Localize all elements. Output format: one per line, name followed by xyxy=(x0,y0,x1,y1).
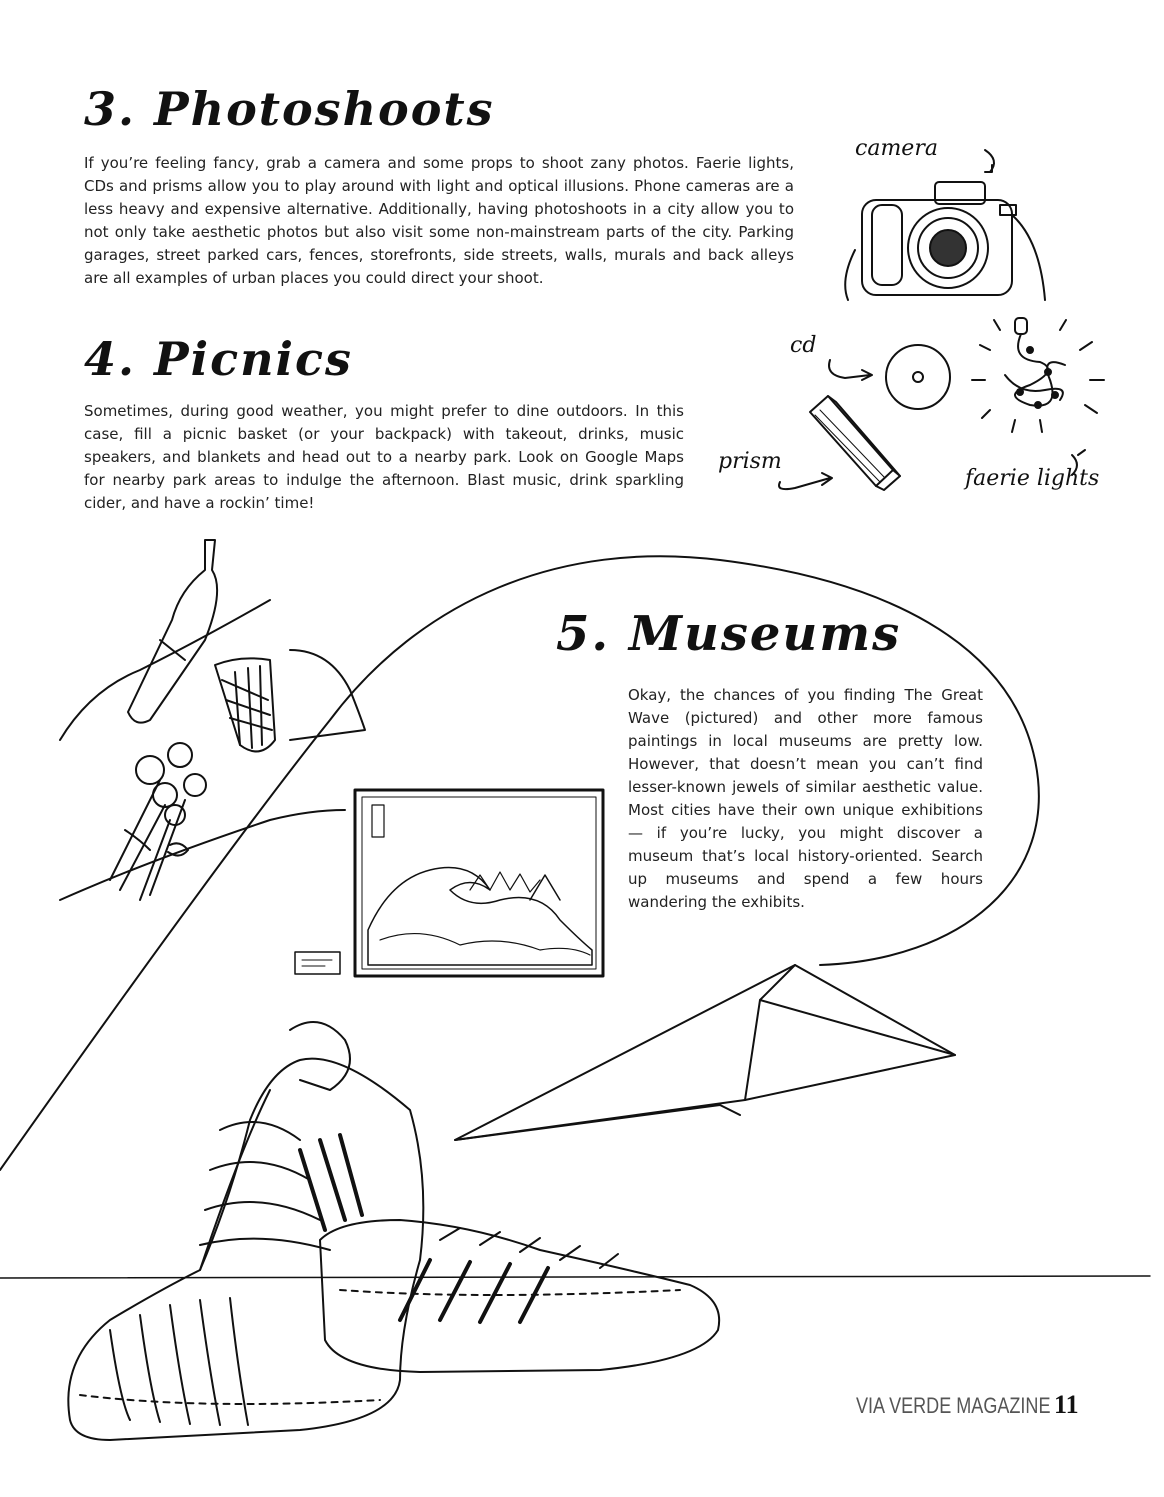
paper-airplane-drawing xyxy=(455,965,955,1140)
section-title-photoshoots: 3. Photoshoots xyxy=(84,82,495,136)
section-body-museums: Okay, the chances of you finding The Great Wave (pictured) and other more famous paintings in local museums are pretty low. However, that doesn’t mean you can’t find lesser-known jewels of similar aesthetic value. Most cities have their own unique exhibitions — if you’re lucky, you might discover a museum that’s local history-oriented. Search up museums and spend a few hours wandering the exhibits. xyxy=(628,686,983,911)
prism-label: prism xyxy=(718,449,782,474)
section-title-museums: 5. Museums xyxy=(556,606,902,662)
section-body-picnics: Sometimes, during good weather, you might prefer to dine outdoors. In this case, fill a picnic basket (or your backpack) with takeout, drinks, music speakers, and blankets and head out to a nearby park. Look on Google Maps for nearby park areas to indulge the afternoon. Blast music, drink sparkling cider, and have a rockin’ time! xyxy=(84,402,684,512)
magazine-name: VIA VERDE MAGAZINE xyxy=(856,1393,1051,1418)
cd-drawing xyxy=(829,345,950,409)
camera-label: camera xyxy=(855,136,938,161)
section-body-photoshoots: If you’re feeling fancy, grab a camera and some props to shoot zany photos. Faerie lights, CDs and prisms allow you to play around with light and optical illusions. Phone cameras are a less heavy and expensive alternative. Additionally, having photoshoots in a city allow you to not only take aesthetic photos but also visit some non-mainstream parts of the city. Parking garages, street parked cars, fences, storefronts, side streets, walls, murals and back alleys are all examples of urban places you could direct your shoot. xyxy=(84,154,794,287)
flowers-drawing xyxy=(110,743,206,900)
faerie-lights-drawing xyxy=(972,318,1104,475)
camera-drawing xyxy=(845,182,1045,300)
prism-drawing xyxy=(779,396,900,490)
cd-label: cd xyxy=(790,333,817,358)
picnic-hand-drawing xyxy=(60,540,365,900)
great-wave-painting xyxy=(355,790,603,976)
faerie-lights-label: faerie lights xyxy=(965,466,1100,491)
section-title-picnics: 4. Picnics xyxy=(84,332,353,386)
page-number: 11 xyxy=(1054,1390,1079,1419)
museum-placard xyxy=(295,952,340,974)
sneakers-drawing xyxy=(68,1022,719,1440)
horizon-line xyxy=(0,1276,1150,1278)
